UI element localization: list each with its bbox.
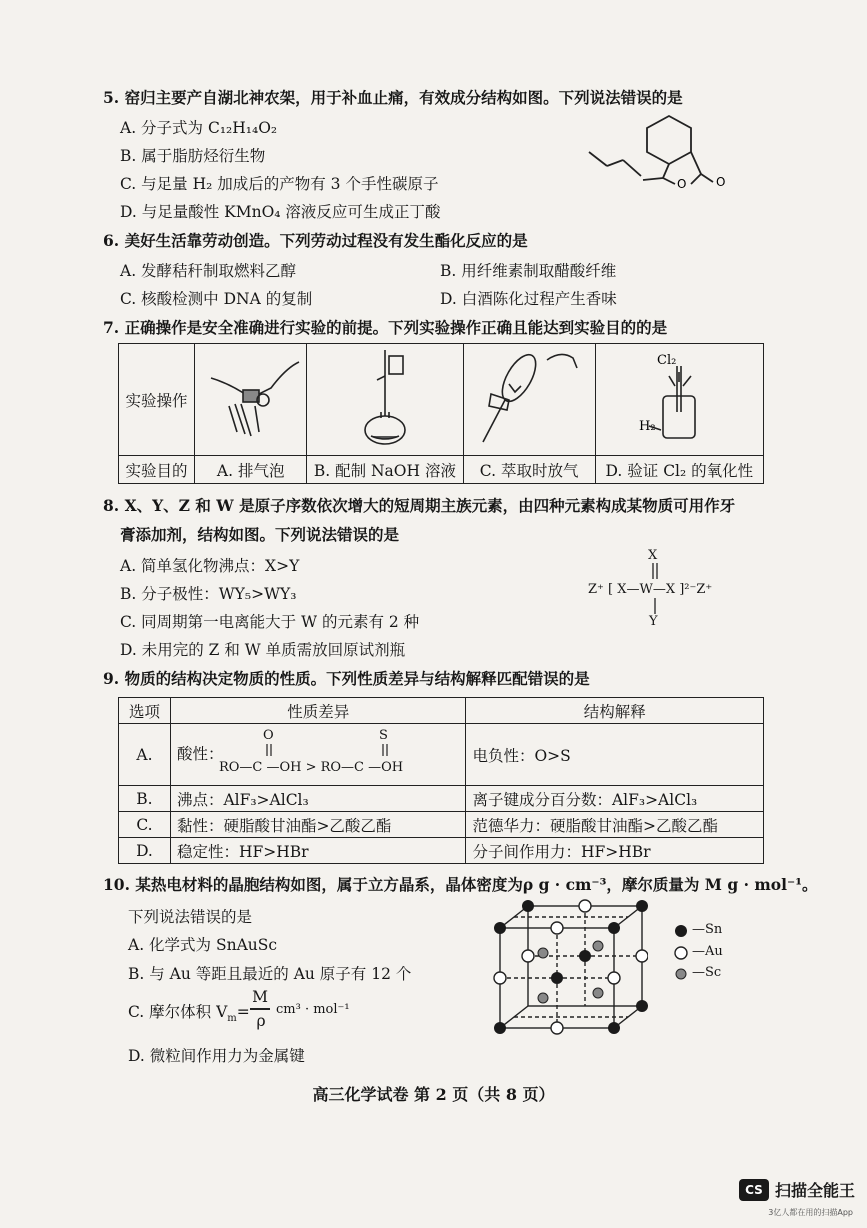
q10-option-c: C. 摩尔体积 $V_m=$ — [128, 1003, 250, 1025]
q9-row-a-explanation: 电负性：O>S — [466, 724, 764, 786]
q7-row2-head: 实验目的 — [119, 456, 195, 484]
q8-fig-x-top: X — [648, 548, 658, 563]
q10-option-c-unit: cm³ · mol⁻¹ — [276, 1002, 350, 1017]
q7-fig-c — [463, 344, 595, 456]
q9-row-d-property: 稳定性：HF>HBr — [170, 838, 466, 864]
q9-row-a-option: A. — [119, 724, 171, 786]
q8-fig-y-bottom: Y — [649, 614, 658, 629]
q5-option-b: B. 属于脂肪烃衍生物 — [120, 147, 266, 165]
q6-option-b: B. 用纤维素制取醋酸纤维 — [440, 262, 617, 280]
q9-row-b-option: B. — [119, 786, 171, 812]
q5-stem: 5. 窑归主要产自湖北神农架，用于补血止痛，有效成分结构如图。下列说法错误的是 — [103, 88, 683, 107]
q9-row-d-explanation: 分子间作用力：HF>HBr — [466, 838, 764, 864]
q6-option-a: A. 发酵秸秆制取燃料乙醇 — [120, 262, 297, 280]
q6-stem: 6. 美好生活靠劳动创造。下列劳动过程没有发生酯化反应的是 — [103, 231, 528, 250]
q9-header-explanation: 结构解释 — [466, 698, 764, 724]
svg-text:O: O — [716, 175, 726, 189]
q9-row-a-o: O — [262, 728, 274, 743]
q5-option-d: D. 与足量酸性 KMnO₄ 溶液反应可生成正丁酸 — [120, 203, 441, 221]
q9-row-a-property — [170, 724, 466, 786]
q7-purpose-d: D. 验证 Cl₂ 的氧化性 — [595, 456, 763, 484]
svg-text:O: O — [677, 177, 687, 191]
q8-option-b: B. 分子极性：WY₅>WY₃ — [120, 585, 297, 603]
q8-double-bond — [650, 563, 660, 579]
q9-row-b-property: 沸点：AlF₃>AlCl₃ — [170, 786, 466, 812]
scanner-name: 扫描全能王 — [774, 1181, 855, 1200]
scanner-watermark — [739, 1178, 855, 1201]
q7-purpose-a: A. 排气泡 — [195, 456, 307, 484]
q10-fraction-bar — [250, 1008, 270, 1010]
q8-single-bond — [650, 598, 660, 614]
q7-h2-label: H₂ — [639, 418, 656, 434]
q10-stem: 10. 某热电材料的晶胞结构如图，属于立方晶系，晶体密度为ρ g · cm⁻³，摩尔质量为 M g · mol⁻¹。 — [103, 875, 818, 894]
q9-row-d-option: D. — [119, 838, 171, 864]
q7-fig-a — [195, 344, 307, 456]
q10-option-a: A. 化学式为 SnAuSc — [128, 936, 278, 954]
q10-option-c-prefix: C. 摩尔体积 V — [128, 1003, 228, 1021]
q8-fig-formula: Z⁺ [ X—W—X ]²⁻Z⁺ — [588, 582, 713, 597]
q8-option-a: A. 简单氢化物沸点：X>Y — [120, 557, 300, 575]
q10-legend-sc: —Sc — [692, 965, 722, 980]
q5-structure-figure — [583, 108, 743, 200]
q5-option-c: C. 与足量 H₂ 加成后的产物有 3 个手性碳原子 — [120, 175, 439, 193]
q10-legend-markers — [672, 924, 690, 984]
q7-table — [118, 343, 764, 484]
q9-row-c-option: C. — [119, 812, 171, 838]
q9-row-b-explanation: 离子键成分百分数：AlF₃>AlCl₃ — [466, 786, 764, 812]
q10-option-c-num: M — [252, 988, 268, 1006]
page-footer: 高三化学试卷 第 2 页（共 8 页） — [312, 1085, 555, 1104]
q9-stem: 9. 物质的结构决定物质的性质。下列性质差异与结构解释匹配错误的是 — [103, 669, 590, 688]
scanner-tagline: 3亿人都在用的扫描App — [768, 1208, 853, 1217]
q8-option-c: C. 同周期第一电离能大于 W 的元素有 2 种 — [120, 613, 420, 631]
q7-purpose-c: C. 萃取时放气 — [463, 456, 595, 484]
q9-table — [118, 697, 764, 864]
q9-row-a-formula: RO—C —OH > RO—C —OH — [218, 760, 404, 775]
camscanner-icon: CS — [739, 1179, 769, 1201]
q10-option-c-den: ρ — [256, 1012, 266, 1030]
q9-row-a-prop-label: 酸性： — [176, 745, 224, 763]
q8-stem-line1: 8. X、Y、Z 和 W 是原子序数依次增大的短周期主族元素，由四种元素构成某物质可用作牙 — [103, 496, 736, 515]
q7-row1-head: 实验操作 — [119, 344, 195, 456]
q7-stem: 7. 正确操作是安全准确进行实验的前提。下列实验操作正确且能达到实验目的的是 — [103, 318, 668, 337]
q10-legend-sn: —Sn — [692, 922, 723, 937]
q7-cl2-label: Cl₂ — [657, 352, 677, 368]
q6-option-c: C. 核酸检测中 DNA 的复制 — [120, 290, 313, 308]
q7-fig-d — [595, 344, 763, 456]
q10-option-d: D. 微粒间作用力为金属键 — [128, 1047, 305, 1065]
q8-option-d: D. 未用完的 Z 和 W 单质需放回原试剂瓶 — [120, 641, 406, 659]
q10-crystal-cell — [488, 898, 648, 1038]
q10-legend-au: —Au — [692, 944, 723, 959]
q9-row-c-property: 黏性：硬脂酸甘油酯>乙酸乙酯 — [170, 812, 466, 838]
q5-option-a: A. 分子式为 C₁₂H₁₄O₂ — [120, 119, 278, 137]
q9-row-c-explanation: 范德华力：硬脂酸甘油酯>乙酸乙酯 — [466, 812, 764, 838]
q7-fig-b — [307, 344, 463, 456]
q6-option-d: D. 白酒陈化过程产生香味 — [440, 290, 617, 308]
q8-stem-line2: 膏添加剂，结构如图。下列说法错误的是 — [120, 525, 400, 544]
q10-stem-line2: 下列说法错误的是 — [128, 908, 253, 926]
q9-row-a-s: S — [378, 728, 388, 743]
q10-option-b: B. 与 Au 等距且最近的 Au 原子有 12 个 — [128, 965, 412, 983]
q7-purpose-b: B. 配制 NaOH 溶液 — [307, 456, 463, 484]
q9-header-option: 选项 — [119, 698, 171, 724]
q10-option-c-sub: m — [227, 1013, 237, 1025]
q9-header-property: 性质差异 — [170, 698, 466, 724]
